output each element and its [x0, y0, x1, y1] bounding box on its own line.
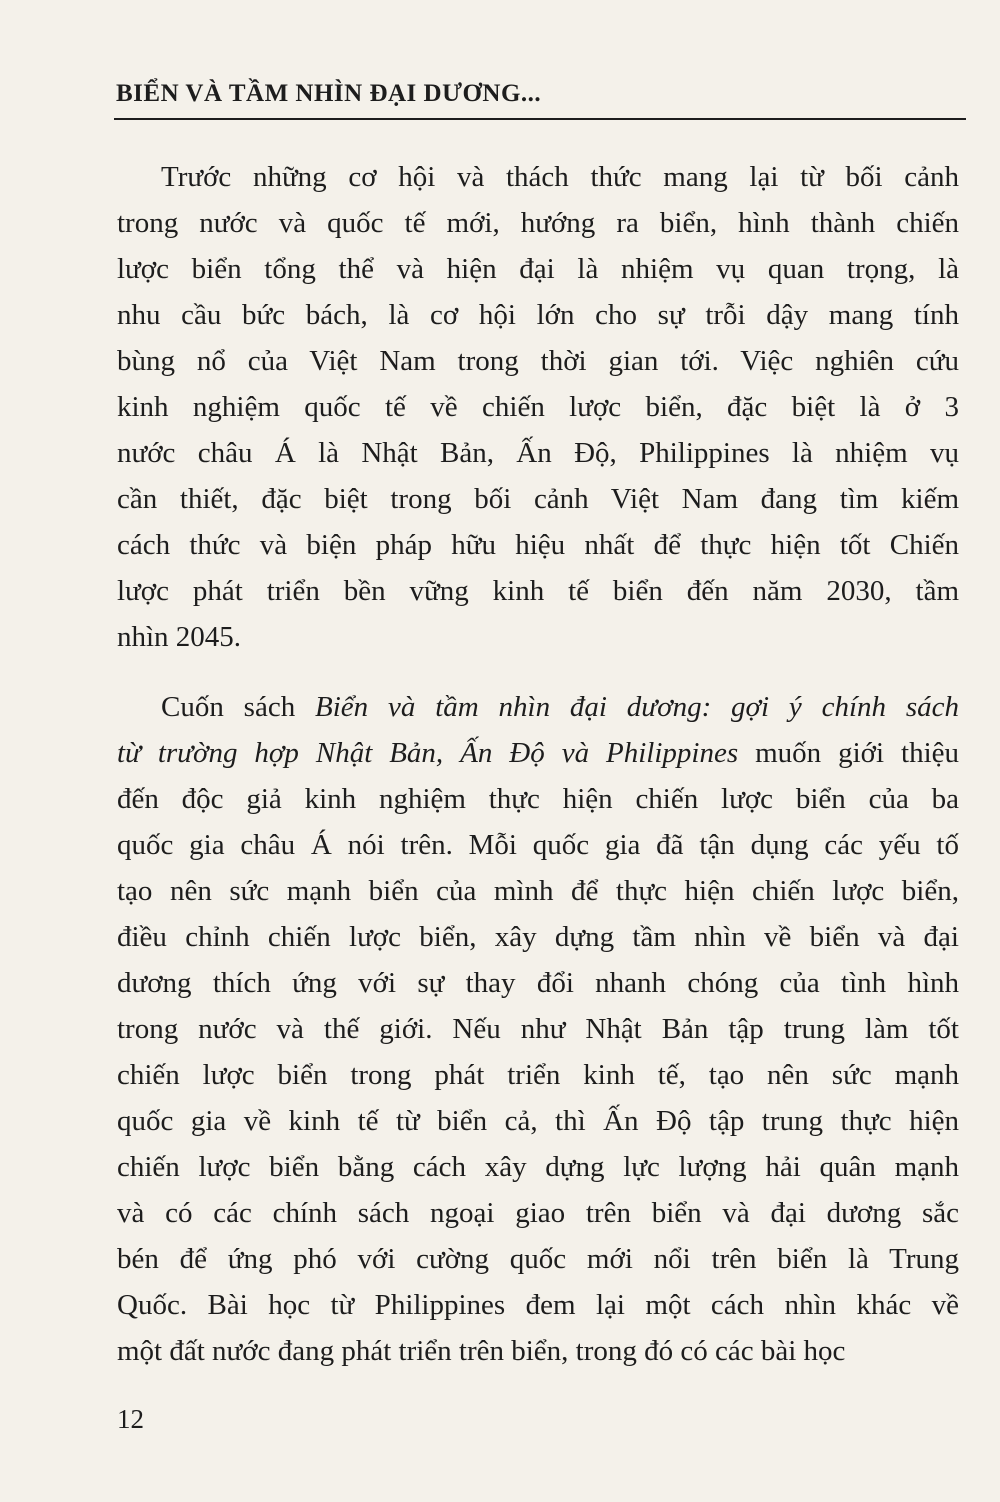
page-number: 12 [117, 1404, 144, 1434]
header-rule [114, 118, 966, 120]
text-segment: chiến lược biển trong phát triển kinh tế, tạo nên sức mạnh [117, 1059, 959, 1091]
text-line [117, 384, 959, 430]
text-line [117, 1052, 959, 1098]
book-title-italic: Biển và tầm nhìn đại dương: gợi ý chính sách [315, 691, 960, 723]
text-segment: Quốc. Bài học từ Philippines đem lại một cách nhìn khác về [117, 1289, 959, 1321]
text-segment: tạo nên sức mạnh biển của mình để thực hiện chiến lược biển, [117, 875, 959, 907]
text-segment: điều chỉnh chiến lược biển, xây dựng tầm nhìn về biển và đại [117, 921, 959, 953]
paragraph-2 [117, 684, 959, 1374]
text-line [117, 246, 959, 292]
text-line [117, 292, 959, 338]
text-line [117, 338, 959, 384]
book-title-italic: từ trường hợp Nhật Bản, Ấn Độ và Philippines [117, 737, 739, 769]
text-line [117, 1144, 959, 1190]
text-line [117, 730, 959, 776]
paragraph-gap [117, 660, 959, 684]
text-line [117, 1190, 959, 1236]
text-line [117, 822, 959, 868]
text-segment: lược biển tổng thể và hiện đại là nhiệm vụ quan trọng, là [117, 253, 959, 285]
text-segment: Cuốn sách [161, 691, 316, 723]
text-line [117, 914, 959, 960]
text-segment: một đất nước đang phát triển trên biển, trong đó có các bài học [117, 1335, 846, 1367]
text-segment: nhìn 2045. [117, 621, 242, 653]
text-segment: cần thiết, đặc biệt trong bối cảnh Việt Nam đang tìm kiếm [117, 483, 959, 515]
text-line [117, 430, 959, 476]
text-segment: kinh nghiệm quốc tế về chiến lược biển, đặc biệt là ở 3 [117, 391, 959, 423]
text-segment: cách thức và biện pháp hữu hiệu nhất để thực hiện tốt Chiến [117, 529, 959, 561]
paragraph-1 [117, 154, 959, 660]
text-segment: quốc gia châu Á nói trên. Mỗi quốc gia đã tận dụng các yếu tố [117, 829, 959, 861]
text-line [117, 684, 959, 730]
text-line [117, 1006, 959, 1052]
text-segment: nước châu Á là Nhật Bản, Ấn Độ, Philippines là nhiệm vụ [117, 437, 959, 469]
text-line [117, 1236, 959, 1282]
text-segment: Trước những cơ hội và thách thức mang lại từ bối cảnh [161, 161, 959, 193]
text-segment: đến độc giả kinh nghiệm thực hiện chiến lược biển của ba [117, 783, 959, 815]
body-text [117, 154, 959, 1374]
text-segment: trong nước và quốc tế mới, hướng ra biển, hình thành chiến [117, 207, 959, 239]
text-line [117, 522, 959, 568]
text-segment: lược phát triển bền vững kinh tế biển đến năm 2030, tầm [117, 575, 959, 607]
text-line [117, 568, 959, 614]
text-line [117, 1328, 959, 1374]
text-segment: muốn giới thiệu [738, 737, 960, 769]
text-segment: nhu cầu bức bách, là cơ hội lớn cho sự trỗi dậy mang tính [117, 299, 959, 331]
text-segment: bùng nổ của Việt Nam trong thời gian tới. Việc nghiên cứu [117, 345, 959, 377]
text-line [117, 1098, 959, 1144]
running-head-title: BIỂN VÀ TẦM NHÌN ĐẠI DƯƠNG... [116, 80, 542, 107]
text-line [117, 776, 959, 822]
text-segment: trong nước và thế giới. Nếu như Nhật Bản tập trung làm tốt [117, 1013, 959, 1045]
text-segment: quốc gia về kinh tế từ biển cả, thì Ấn Độ tập trung thực hiện [117, 1105, 959, 1137]
text-line [117, 1282, 959, 1328]
text-segment: và có các chính sách ngoại giao trên biển và đại dương sắc [117, 1197, 959, 1229]
text-line [117, 614, 959, 660]
text-segment: chiến lược biển bằng cách xây dựng lực lượng hải quân mạnh [117, 1151, 959, 1183]
text-line [117, 154, 959, 200]
text-segment: bén để ứng phó với cường quốc mới nổi trên biển là Trung [117, 1243, 959, 1275]
text-segment: dương thích ứng với sự thay đổi nhanh chóng của tình hình [117, 967, 959, 999]
text-line [117, 200, 959, 246]
text-line [117, 476, 959, 522]
text-line [117, 960, 959, 1006]
text-line [117, 868, 959, 914]
